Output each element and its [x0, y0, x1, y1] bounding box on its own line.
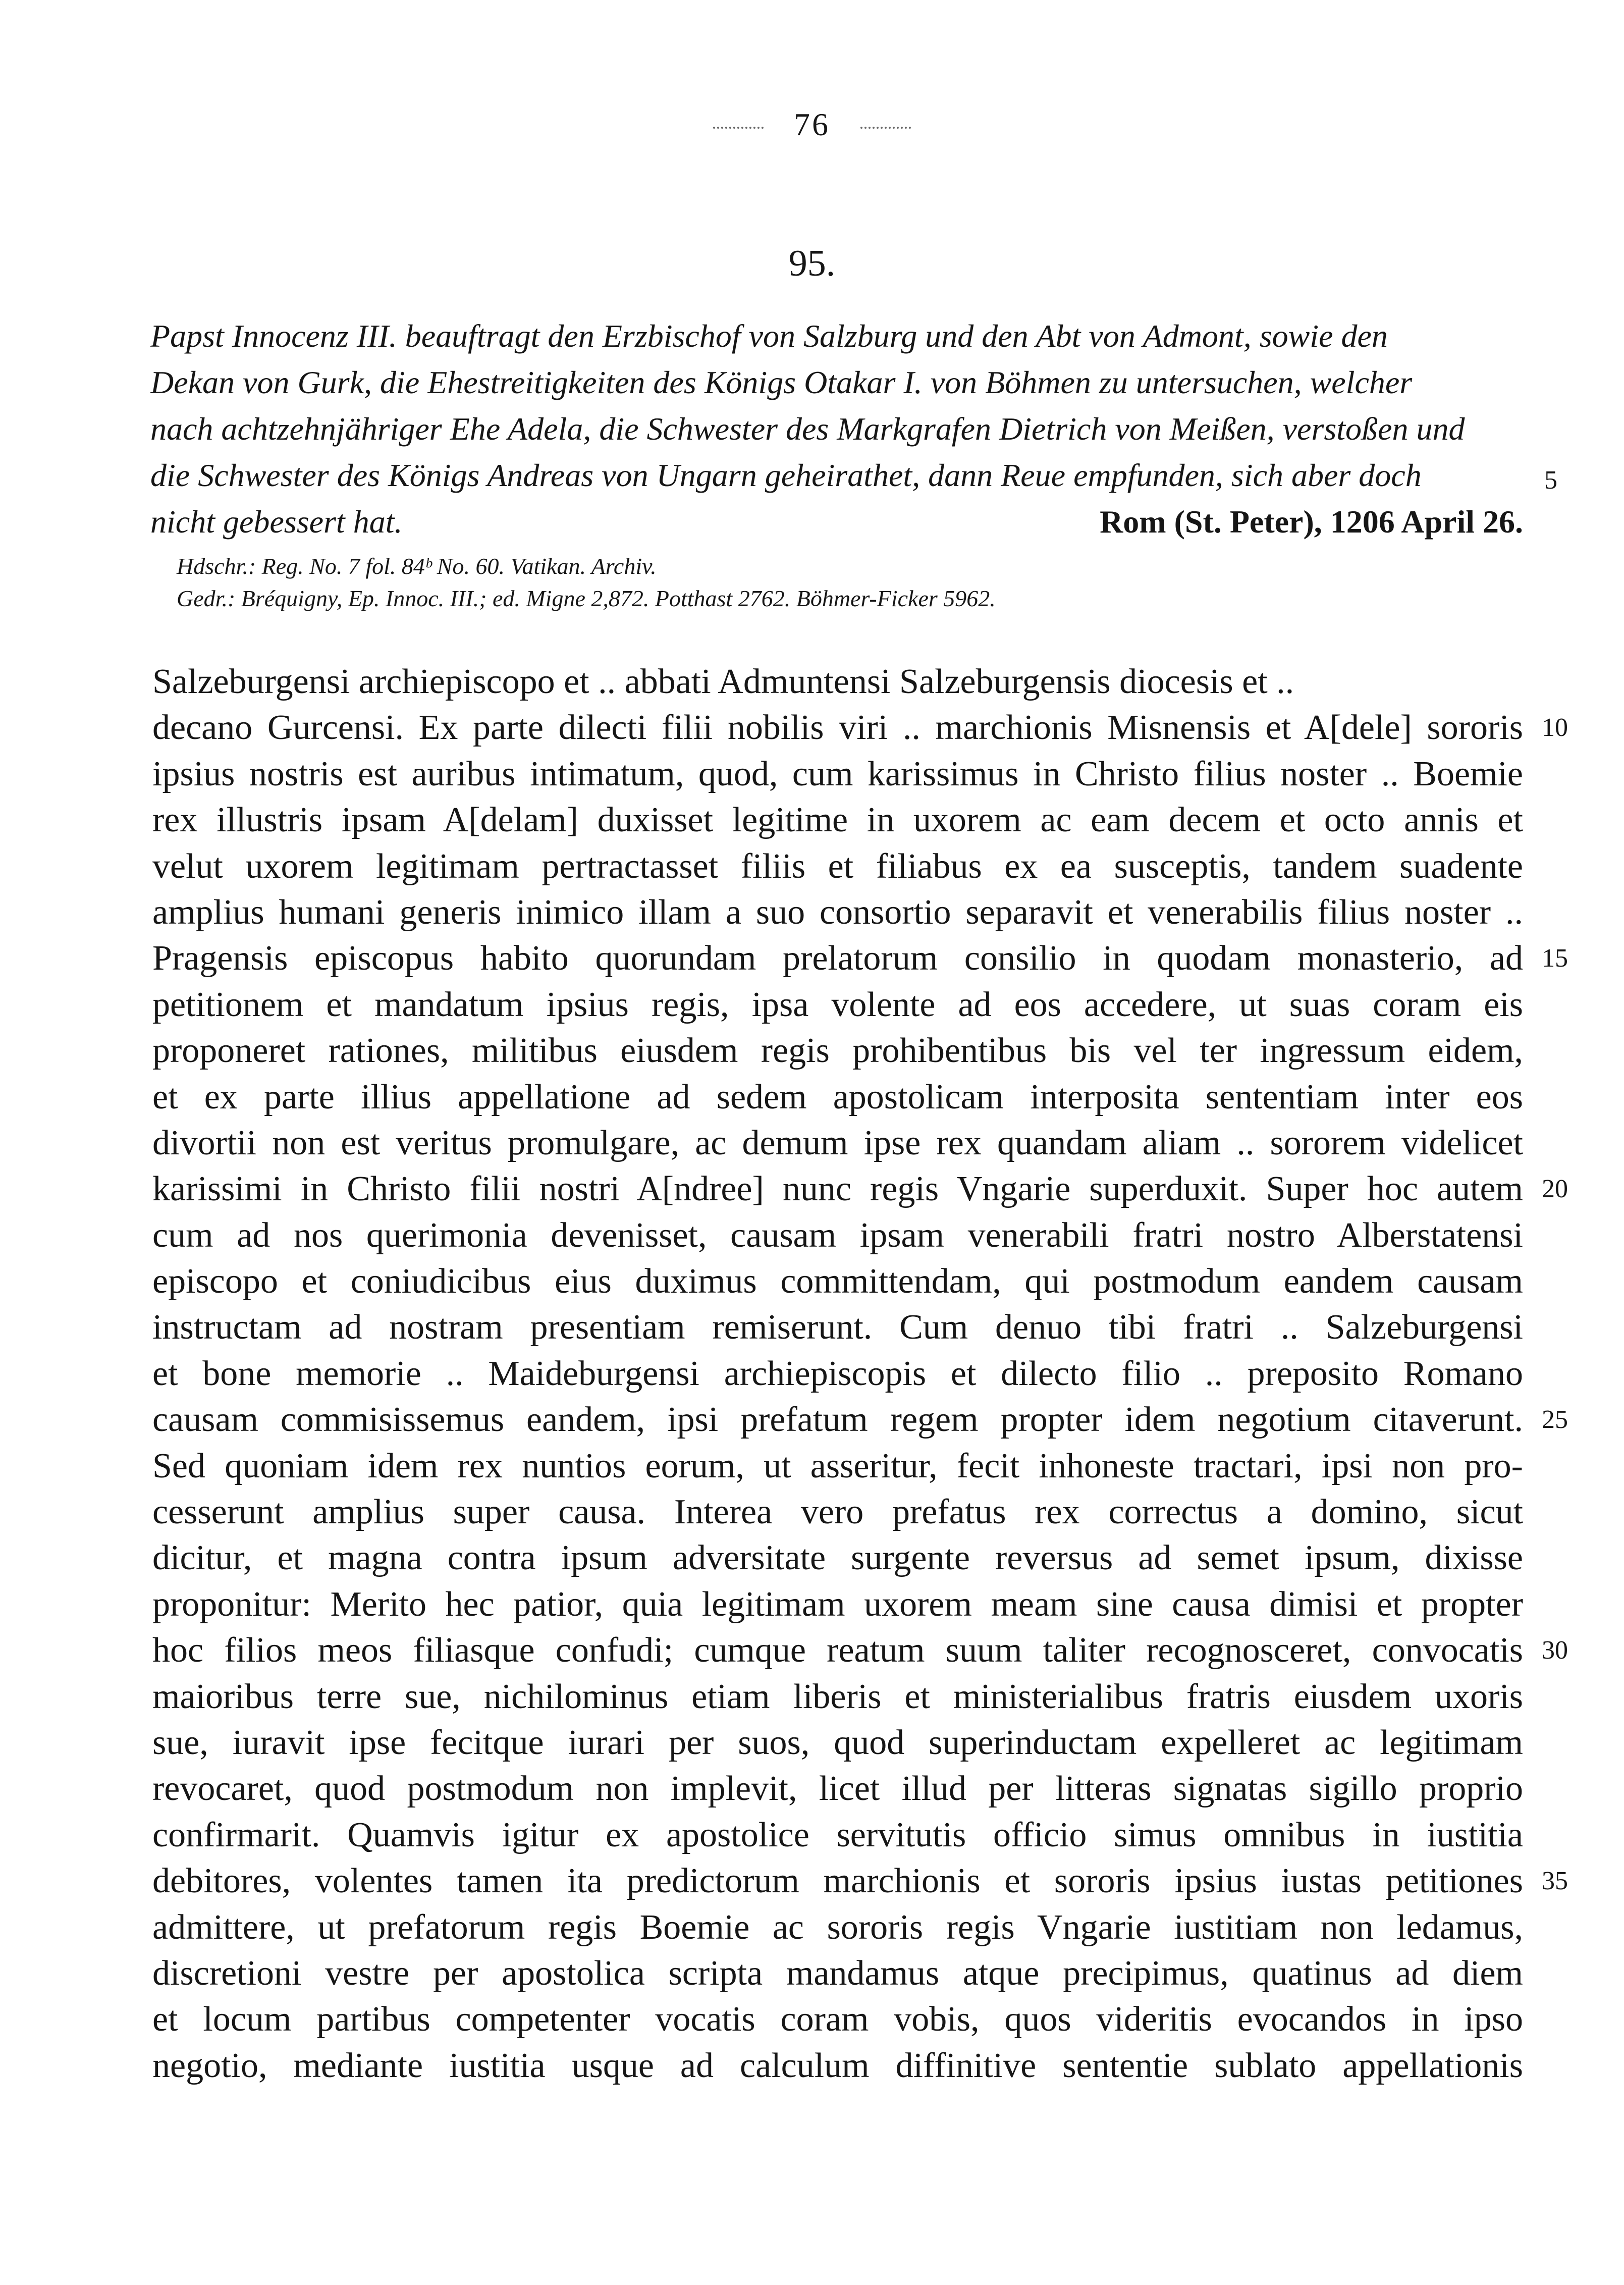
- body-line: rex illustris ipsam A[delam] duxisset legitime in uxorem ac eam decem et octo annis et: [152, 801, 1523, 840]
- summary-last-line: [150, 499, 1523, 545]
- body-line: sue, iuravit ipse fecitque iurari per suos, quod superinductam expelleret ac legitimam: [152, 1723, 1523, 1762]
- source-notes: [177, 550, 1438, 615]
- margin-line-number: 35: [1542, 1867, 1568, 1896]
- body-line: karissimi in Christo filii nostri A[ndree] nunc regis Vngarie superduxit. Super hoc autem: [152, 1170, 1523, 1209]
- margin-line-number: 20: [1542, 1175, 1568, 1204]
- body-line: cum ad nos querimonia devenisset, causam ipsam venerabili fratri nostro Alberstatensi: [152, 1215, 1523, 1255]
- body-line: instructam ad nostram presentiam remiserunt. Cum denuo tibi fratri .. Salzeburgensi: [152, 1308, 1523, 1347]
- body-line: ipsius nostris est auribus intimatum, quod, cum karissimus in Christo filius noster .. Boemie: [152, 754, 1523, 793]
- page-number: 76: [794, 107, 830, 142]
- body-line: revocaret, quod postmodum non implevit, licet illud per litteras signatas sigillo proprio: [152, 1769, 1523, 1809]
- summary-margin-number: 5: [1544, 466, 1557, 495]
- summary-line: nach achtzehnjähriger Ehe Adela, die Schwester des Markgrafen Dietrich von Meißen, verstoßen und: [150, 411, 1465, 447]
- body-line: Pragensis episcopus habito quorundam prelatorum consilio in quodam monasterio, ad: [152, 939, 1523, 978]
- body-line: Sed quoniam idem rex nuntios eorum, ut asseritur, fecit inhoneste tractari, ipsi non pro-: [152, 1446, 1523, 1485]
- header-rule-left: [713, 127, 764, 129]
- body-line: amplius humani generis inimico illam a suo consortio separavit et venerabilis filius noster ..: [152, 892, 1523, 932]
- body-line: et ex parte illius appellatione ad sedem apostolicam interposita sententiam inter eos: [152, 1077, 1523, 1117]
- body-line: proponitur: Merito hec patior, quia legitimam uxorem meam sine causa dimisi et propter: [152, 1584, 1523, 1624]
- body-line: proponeret rationes, militibus eiusdem regis prohibentibus bis vel ter ingressum eidem,: [152, 1031, 1523, 1071]
- body-line: episcopo et coniudicibus eius duximus committendam, qui postmodum eandem causam: [152, 1262, 1523, 1301]
- summary-line: die Schwester des Königs Andreas von Ungarn geheirathet, dann Reue empfunden, sich aber doch: [150, 457, 1422, 493]
- body-line: et locum partibus competenter vocatis coram vobis, quos videritis evocandos in ipso: [152, 2000, 1523, 2039]
- summary-line: nicht gebessert hat.: [150, 504, 403, 540]
- body-line: discretioni vestre per apostolica scripta mandamus atque precipimus, quatinus ad diem: [152, 1953, 1523, 1993]
- body-line: dicitur, et magna contra ipsum adversitate surgente reversus ad semet ipsum, dixisse: [152, 1538, 1523, 1578]
- margin-line-number: 15: [1542, 944, 1568, 973]
- page-header: [0, 106, 1624, 143]
- body-line: confirmarit. Quamvis igitur ex apostolice servitutis officio simus omnibus in iustitia: [152, 1815, 1523, 1854]
- body-line: petitionem et mandatum ipsius regis, ipsa volente ad eos accedere, ut suas coram eis: [152, 985, 1523, 1024]
- margin-line-number: 25: [1542, 1405, 1568, 1434]
- summary-line: Dekan von Gurk, die Ehestreitigkeiten des Königs Otakar I. von Böhmen zu untersuchen, welcher: [150, 364, 1413, 400]
- body-line: cesserunt amplius super causa. Interea vero prefatus rex correctus a domino, sicut: [152, 1493, 1523, 1532]
- summary-line: Papst Innocenz III. beauftragt den Erzbischof von Salzburg und den Abt von Admont, sowie den: [150, 318, 1388, 354]
- summary-regest: [150, 313, 1523, 545]
- printed-source: Gedr.: Bréquigny, Ep. Innoc. III.; ed. Migne 2,872. Potthast 2762. Böhmer-Ficker 5962.: [177, 586, 996, 611]
- body-line: maioribus terre sue, nichilominus etiam liberis et ministerialibus fratris eiusdem uxoris: [152, 1677, 1523, 1716]
- margin-line-number: 10: [1542, 713, 1568, 742]
- body-line: debitores, volentes tamen ita predictorum marchionis et sororis ipsius iustas petitiones: [152, 1862, 1523, 1901]
- document-number: 95.: [788, 243, 836, 284]
- header-rule-right: [860, 127, 911, 129]
- body-line: causam commisissemus eandem, ipsi prefatum regem propter idem negotium citaverunt.: [152, 1400, 1523, 1440]
- body-line: Salzeburgensi archiepiscopo et .. abbati Admuntensi Salzeburgensis diocesis et ..: [152, 662, 1294, 701]
- document-body-text: [152, 659, 1523, 2089]
- body-line: negotio, mediante iustitia usque ad calculum diffinitive sententie sublato appellationis: [152, 2046, 1523, 2085]
- body-line: admittere, ut prefatorum regis Boemie ac sororis regis Vngarie iustitiam non ledamus,: [152, 1907, 1523, 1947]
- place-date: Rom (St. Peter), 1206 April 26.: [1100, 504, 1523, 540]
- body-line: decano Gurcensi. Ex parte dilecti filii nobilis viri .. marchionis Misnensis et A[dele] sororis: [152, 708, 1523, 748]
- body-line: velut uxorem legitimam pertractasset filiis et filiabus ex ea susceptis, tandem suadente: [152, 846, 1523, 886]
- margin-line-number: 30: [1542, 1636, 1568, 1665]
- body-line: et bone memorie .. Maideburgensi archiepiscopis et dilecto filio .. preposito Romano: [152, 1354, 1523, 1393]
- manuscript-source: Hdschr.: Reg. No. 7 fol. 84ᵇ No. 60. Vatikan. Archiv.: [177, 553, 657, 579]
- body-line: hoc filios meos filiasque confudi; cumque reatum suum taliter recognosceret, convocatis: [152, 1631, 1523, 1670]
- body-line: divortii non est veritus promulgare, ac demum ipse rex quandam aliam .. sororem videlicet: [152, 1123, 1523, 1162]
